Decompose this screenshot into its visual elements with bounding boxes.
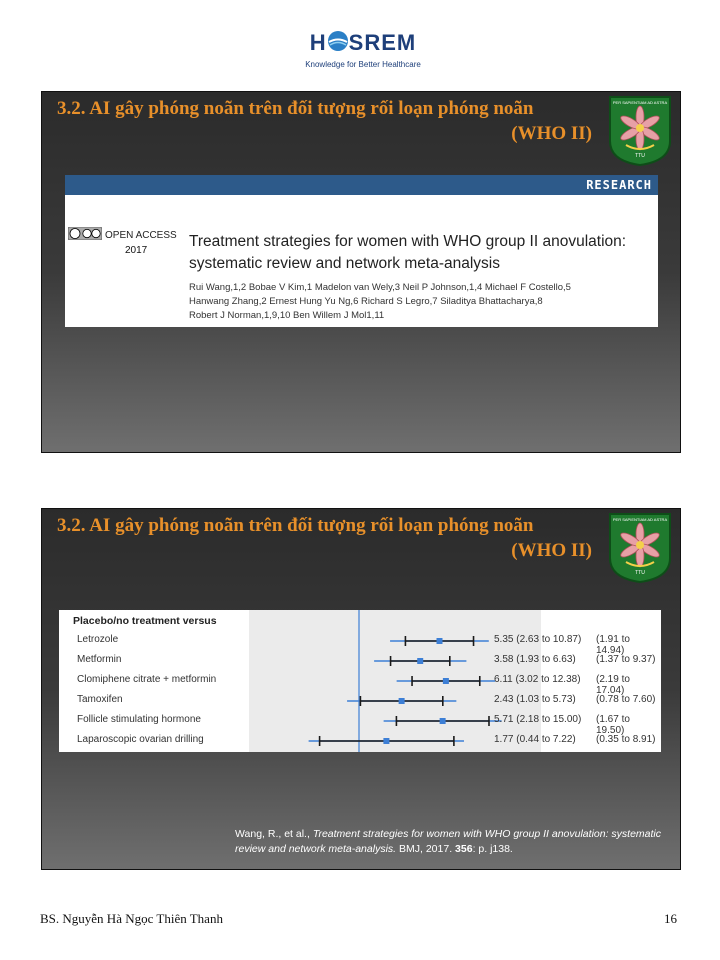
slide-2-title-line-2: (WHO II): [511, 540, 592, 561]
emblem-abbrev: TTU: [635, 570, 645, 576]
slide-2-title: [52, 513, 592, 563]
emblem-motto: PER SAPIENTIAM AD ASTRA: [612, 517, 668, 522]
row-label-clomiphene-metformin: Clomiphene citrate + metformin: [77, 674, 217, 685]
forest-plot: [59, 610, 661, 752]
row-prediction-tamoxifen: (0.78 to 7.60): [596, 694, 656, 705]
citation-title: Treatment strategies for women with WHO group II anovulation: systematic review and network meta-analysis.: [235, 828, 662, 855]
page-number: 16: [664, 911, 677, 926]
emblem-abbrev: TTU: [635, 153, 645, 159]
hosrem-logo: [298, 30, 428, 69]
footer-author: BS. Nguyễn Hà Ngọc Thiên Thanh: [40, 911, 223, 926]
citation: [235, 827, 675, 857]
citation-journal: BMJ, 2017.: [396, 843, 456, 855]
publication-year: 2017: [125, 245, 148, 256]
row-estimate-lod: 1.77 (0.44 to 7.22): [494, 734, 576, 745]
row-prediction-metformin: (1.37 to 9.37): [596, 654, 656, 665]
slide-2-title-line-1: 3.2. AI gây phóng noãn trên đối tượng rối loạn phóng noãn: [57, 515, 534, 536]
row-estimate-letrozole: 5.35 (2.63 to 10.87): [494, 634, 582, 645]
citation-pages: : p. j138.: [472, 843, 513, 855]
university-emblem-icon: [608, 512, 672, 584]
row-estimate-clomiphene-metformin: 6.11 (3.02 to 12.38): [494, 674, 581, 685]
point-estimate-marker: [383, 738, 389, 744]
point-estimate-marker: [437, 638, 443, 644]
row-label-letrozole: Letrozole: [77, 634, 119, 645]
row-estimate-fsh: 5.71 (2.18 to 15.00): [494, 714, 582, 725]
open-access-label: OPEN ACCESS: [105, 230, 177, 241]
row-label-metformin: Metformin: [77, 654, 122, 665]
slide-2: [41, 508, 681, 870]
slide-1-title: [52, 96, 592, 146]
row-prediction-letrozole: (1.91 to 14.94): [596, 634, 630, 656]
creative-commons-icon: [68, 227, 102, 240]
forest-plot-header: Placebo/no treatment versus: [73, 615, 217, 627]
row-prediction-lod: (0.35 to 8.91): [596, 734, 656, 745]
logo-wordmark: [298, 30, 428, 58]
slide-1: [41, 91, 681, 453]
authors-line-3: Robert J Norman,1,9,10 Ben Willem J Mol1,11: [189, 310, 385, 321]
research-label: RESEARCH: [586, 178, 652, 192]
row-label-fsh: Follicle stimulating hormone: [77, 714, 201, 725]
slide-1-title-line-1: 3.2. AI gây phóng noãn trên đối tượng rối loạn phóng noãn: [57, 98, 534, 119]
paper-header-image: [65, 175, 658, 327]
point-estimate-marker: [443, 678, 449, 684]
authors-line-2: Hanwang Zhang,2 Ernest Hung Yu Ng,6 Richard S Legro,7 Siladitya Bhattacharya,8: [189, 296, 543, 307]
point-estimate-marker: [417, 658, 423, 664]
point-estimate-marker: [399, 698, 405, 704]
slide-1-title-line-2: (WHO II): [511, 123, 592, 144]
logo-tagline: Knowledge for Better Healthcare: [305, 60, 421, 70]
research-banner: [65, 175, 658, 195]
point-estimate-marker: [440, 718, 446, 724]
row-estimate-tamoxifen: 2.43 (1.03 to 5.73): [494, 694, 576, 705]
row-prediction-clomiphene-metformin: (2.19 to 17.04): [596, 674, 630, 696]
globe-icon: [327, 30, 349, 58]
row-prediction-fsh: (1.67 to 19.50): [596, 714, 630, 736]
row-estimate-metformin: 3.58 (1.93 to 6.63): [494, 654, 576, 665]
authors-line-1: Rui Wang,1,2 Bobae V Kim,1 Madelon van Wely,3 Neil P Johnson,1,4 Michael F Costello,5: [189, 282, 571, 293]
university-emblem-icon: [608, 95, 672, 167]
row-label-tamoxifen: Tamoxifen: [77, 694, 123, 705]
citation-authors: Wang, R., et al.,: [235, 828, 313, 840]
paper-authors: [189, 281, 659, 323]
logo-letters-srem: SREM: [348, 30, 417, 55]
logo-letter-h: H: [309, 30, 327, 55]
paper-title: Treatment strategies for women with WHO group II anovulation: systematic review and network meta-analysis: [189, 233, 627, 272]
citation-volume: 356: [455, 843, 473, 855]
emblem-motto: PER SAPIENTIAM AD ASTRA: [612, 100, 668, 105]
row-label-lod: Laparoscopic ovarian drilling: [77, 734, 204, 745]
